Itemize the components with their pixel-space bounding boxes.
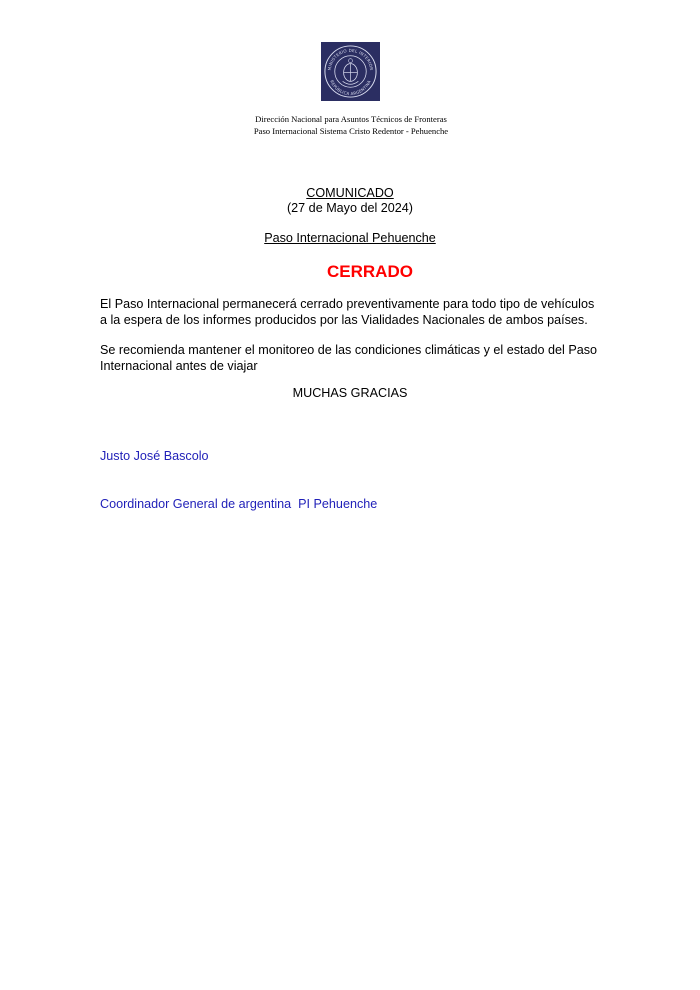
paragraph-line: Se recomienda mantener el monitoreo de las condiciones climáticas y el estado del Paso (100, 343, 598, 357)
signatory-name: Justo José Bascolo (100, 449, 209, 463)
seal-ring-text-bottom: REPÚBLICA ARGENTINA (329, 79, 372, 97)
signature-block (100, 416, 377, 528)
paragraph-line: El Paso Internacional permanecerá cerrado preventivamente para todo tipo de vehículos (100, 297, 595, 311)
paragraph-line: Internacional antes de viajar (100, 359, 258, 373)
seal-ring-text-top: MINISTERIO DEL INTERIOR (326, 47, 375, 71)
paragraph-line: a la espera de los informes producidos por las Vialidades Nacionales de ambos países. (100, 313, 588, 327)
paragraph-recommendation (100, 342, 620, 374)
paragraph-closure-notice (100, 296, 620, 328)
signatory-role: Coordinador General de argentina PI Pehuenche (100, 497, 378, 511)
communique-heading (0, 186, 700, 216)
agency-header (0, 113, 700, 137)
pass-name: Paso Internacional Pehuenche (264, 231, 436, 245)
communique-title: COMUNICADO (306, 186, 394, 200)
closing-thanks: MUCHAS GRACIAS (292, 386, 408, 400)
pass-status: CERRADO (327, 262, 413, 281)
ministry-seal-logo (321, 42, 380, 101)
system-name: Paso Internacional Sistema Cristo Redentor - Pehuenche (253, 126, 449, 136)
communique-date: (27 de Mayo del 2024) (286, 201, 414, 215)
agency-name: Dirección Nacional para Asuntos Técnicos de Fronteras (255, 114, 447, 124)
